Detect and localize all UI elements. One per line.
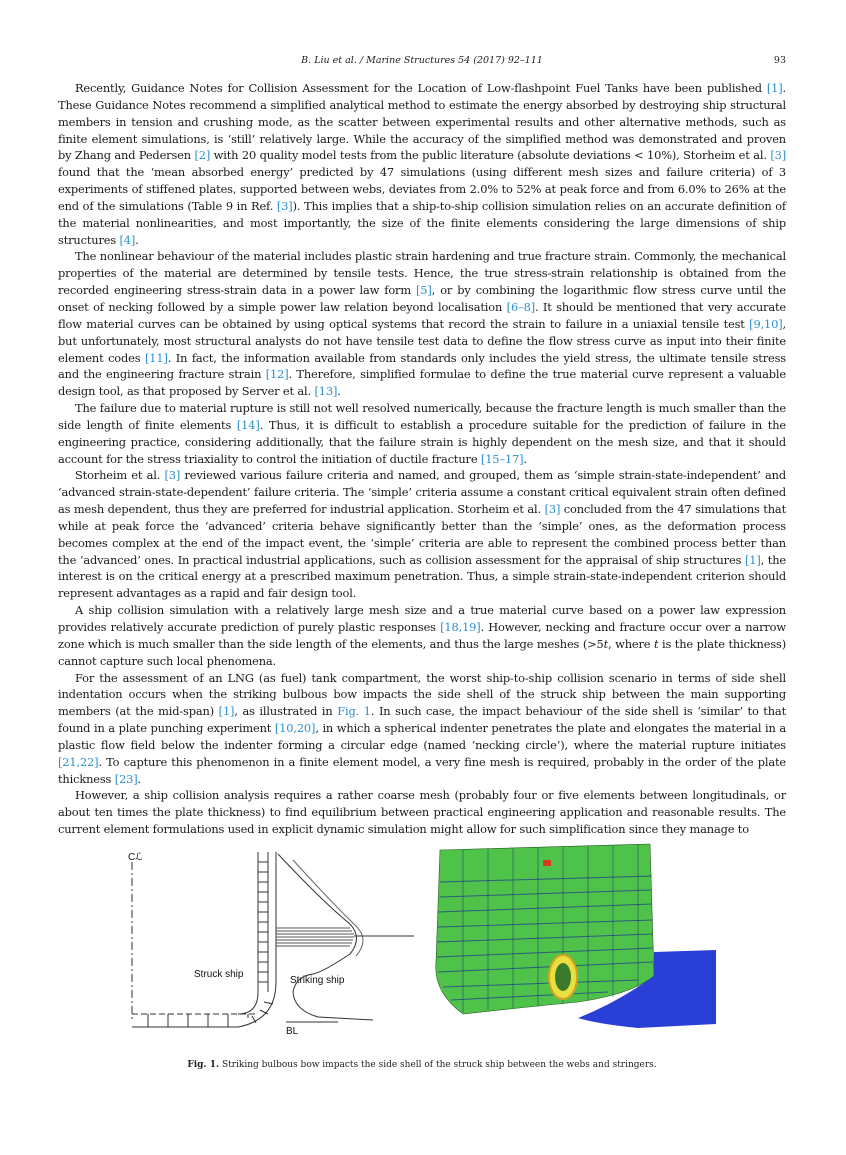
text-run: ). This implies that a ship-to-ship collision simulation relies on an accurate definition of the material nonlinearities, and most importantly, the size of the finite elements considering the large dimensions of ship structures: [58, 198, 786, 247]
text-run: , as illustrated in: [234, 704, 338, 719]
citation-link[interactable]: [1]: [218, 704, 235, 719]
citation-link[interactable]: [10,20]: [274, 721, 316, 736]
paragraph: [58, 400, 786, 467]
text-run: is the plate thickness) cannot capture such local phenomena.: [58, 636, 787, 668]
caption-label: Fig. 1.: [187, 1060, 220, 1070]
text-run: . In such case, the impact behaviour of the side shell is ‘similar’ to that found in a plate punching experiment: [58, 704, 786, 736]
text-run: found that the ‘mean absorbed energy’ predicted by 47 simulations (using different mesh sizes and failure criteria) of 3 experiments of stiffened plates, supported between webs, deviates from 2.0% to 52% at peak force and from 6.0% to 26% at the end of the simulations (Table 9 in Ref.: [58, 165, 786, 213]
running-title: B. Liu et al. / Marine Structures 54 (2017) 92–111: [301, 55, 543, 66]
fem-hotspot: [543, 860, 551, 866]
figure-1-graphic: [118, 842, 730, 1042]
caption-text: Striking bulbous bow impacts the side shell of the struck ship between the webs and stringers.: [219, 1060, 657, 1070]
text-run: . To capture this phenomenon in a finite element model, a very fine mesh is required, probably in the order of the plate thickness: [58, 754, 786, 786]
citation-link[interactable]: [5]: [416, 283, 432, 298]
paragraph: [58, 80, 786, 248]
citation-link[interactable]: [12]: [265, 367, 289, 382]
text-run: , in which a spherical indenter penetrates the plate and elongates the material in a plastic flow field below the indenter forming a circular edge (named ‘necking circle’), where the material rupture initiates: [58, 721, 786, 752]
citation-link[interactable]: [1]: [744, 552, 761, 567]
citation-link[interactable]: [2]: [194, 148, 211, 163]
text-run: . These Guidance Notes recommend a simplified analytical method to estimate the energy absorbed by destroying ship structural members in tension and crushing mode, as the scatter between experimental results and other alternative methods, such as finite element simulations, is ‘still’ relatively large. While the accuracy of the simplified method was demonstrated and proven by Zhang and Pedersen: [58, 81, 786, 163]
paragraph: [58, 248, 786, 400]
text-run: However, a ship collision analysis requires a rather coarse mesh (probably four or five elements between longitudinals, or about ten times the plate thickness) to find equilibrium between practical engineering application and reasonable results. The current element formulations used in explicit dynamic simulation might allow for such simplification since they manage to: [58, 788, 786, 837]
citation-link[interactable]: [3]: [276, 198, 293, 213]
text-run: . Thus, it is difficult to establish a procedure suitable for the prediction of failure in the engineering practice, considering additionally, that the failure strain is highly dependent on the mesh size, and that it should account for the stress triaxiality to control the initiation of ductile fracture: [58, 417, 786, 466]
text-run: .: [523, 451, 527, 466]
bilge-inner: [238, 992, 258, 1014]
striking-bow-inner: [293, 860, 363, 956]
italic-symbol: t: [653, 636, 659, 651]
citation-link[interactable]: [9,10]: [749, 316, 783, 331]
figure-1: [118, 842, 730, 1042]
text-run: . However, necking and fracture occur over a narrow zone which is much smaller than the side length of the elements, and thus the large meshes (>5: [58, 620, 786, 651]
text-run: The nonlinear behaviour of the material includes plastic strain hardening and true fracture strain. Commonly, the mechanical properties of the material are determined by tensile tests. Hence, the true stress-strain relationship is obtained from the recorded engineering stress-strain data in a power law form: [58, 249, 786, 298]
italic-symbol: t: [603, 636, 609, 651]
citation-link[interactable]: [1]: [766, 81, 783, 95]
page-number: 93: [773, 55, 786, 66]
striking-ship-label: Striking ship: [290, 975, 345, 986]
citation-link[interactable]: [13]: [314, 384, 338, 399]
text-run: concluded from the 47 simulations that while at peak force the ‘advanced’ criteria behave significantly better than the ‘simple’ ones, as the deformation process becomes complex at the end of the impact event, the ‘simple’ criteria are able to represent the combined process better than the ‘advanced’ ones. In practical industrial applications, such as collision assessment for the appraisal of ship structures: [58, 502, 786, 567]
citation-link[interactable]: [3]: [544, 502, 561, 517]
figure-caption: [58, 1060, 786, 1070]
fem-indentation-core: [555, 963, 571, 991]
ship-cross-section-schematic: [132, 852, 414, 1027]
text-run: .: [137, 771, 142, 786]
text-run: . Therefore, simplified formulae to define the true material curve represent a valuable design tool, as that proposed by Server et al.: [58, 367, 786, 399]
paragraph: [58, 670, 786, 788]
text-run: , the interest is on the critical energy at a prescribed maximum penetration. Thus, a simple strain-state-independent criterion should represent advantages as a rapid and fair design tool.: [58, 552, 786, 601]
citation-link[interactable]: [21,22]: [58, 754, 99, 769]
centerline-label: Cℒ: [128, 852, 143, 863]
text-run: . It should be mentioned that very accurate flow material curves can be obtained by using optical systems that record the strain to failure in a uniaxial tensile test: [58, 299, 786, 331]
text-run: A ship collision simulation with a relatively large mesh size and a true material curve based on a power law expression provides relatively accurate prediction of purely plastic responses: [58, 603, 786, 634]
citation-link[interactable]: [11]: [144, 350, 168, 365]
text-run: .: [135, 232, 139, 247]
paragraph: [58, 467, 786, 602]
fem-contour-plot: [436, 844, 716, 1028]
text-run: For the assessment of an LNG (as fuel) tank compartment, the worst ship-to-ship collision scenario in terms of side shell indentation occurs when the striking bulbous bow impacts the side shell of the struck ship between the main supporting members (at the mid-span): [58, 670, 786, 719]
text-run: , where: [608, 636, 654, 651]
paragraph: [58, 787, 786, 838]
citation-link[interactable]: [15–17]: [480, 451, 524, 466]
text-run: Recently, Guidance Notes for Collision Assessment for the Location of Low-flashpoint Fuel Tanks have been published: [75, 81, 767, 95]
text-run: , or by combining the logarithmic flow stress curve until the onset of necking followed by a simple power law relation beyond localisation: [58, 283, 786, 314]
citation-link[interactable]: [3]: [770, 148, 786, 163]
running-header: [58, 55, 786, 69]
citation-link[interactable]: [4]: [119, 232, 136, 247]
text-run: Storheim et al.: [75, 468, 165, 483]
text-run: , but unfortunately, most structural analysts do not have tensile test data to define the flow stress curve as input into their finite element codes: [58, 316, 786, 365]
citation-link[interactable]: [14]: [236, 417, 260, 432]
text-run: The failure due to material rupture is still not well resolved numerically, because the fracture length is much smaller than the side length of finite elements: [58, 401, 786, 432]
fem-side-shell: [436, 844, 654, 1014]
citation-link[interactable]: [18,19]: [440, 620, 481, 634]
text-run: . In fact, the information available from standards only includes the yield stress, the ultimate tensile stress and the engineering fracture strain: [58, 350, 786, 382]
bulb-lines: [276, 928, 354, 946]
baseline-label: BL: [286, 1026, 299, 1037]
citation-link[interactable]: [23]: [114, 771, 138, 786]
hull-ticks: [258, 862, 268, 982]
article-body: [58, 80, 786, 838]
bottom-ticks: [148, 1014, 248, 1027]
citation-link[interactable]: [6–8]: [506, 299, 535, 314]
text-run: with 20 quality model tests from the public literature (absolute deviations < 10%), Storheim et al.: [210, 148, 771, 163]
text-run: .: [337, 384, 341, 399]
text-run: reviewed various failure criteria and named, and grouped, them as ‘simple strain-state-independent’ and ‘advanced strain-state-dependent’ failure criteria. The ‘simple’ criteria assume a constant critical equivalent strain often defined as mesh dependent, thus they are preferred for industrial application. Storheim et al.: [58, 468, 787, 517]
citation-link[interactable]: [3]: [164, 468, 181, 483]
citation-link[interactable]: Fig. 1: [337, 704, 371, 719]
struck-ship-label: Struck ship: [194, 969, 244, 980]
paragraph: [58, 602, 786, 669]
